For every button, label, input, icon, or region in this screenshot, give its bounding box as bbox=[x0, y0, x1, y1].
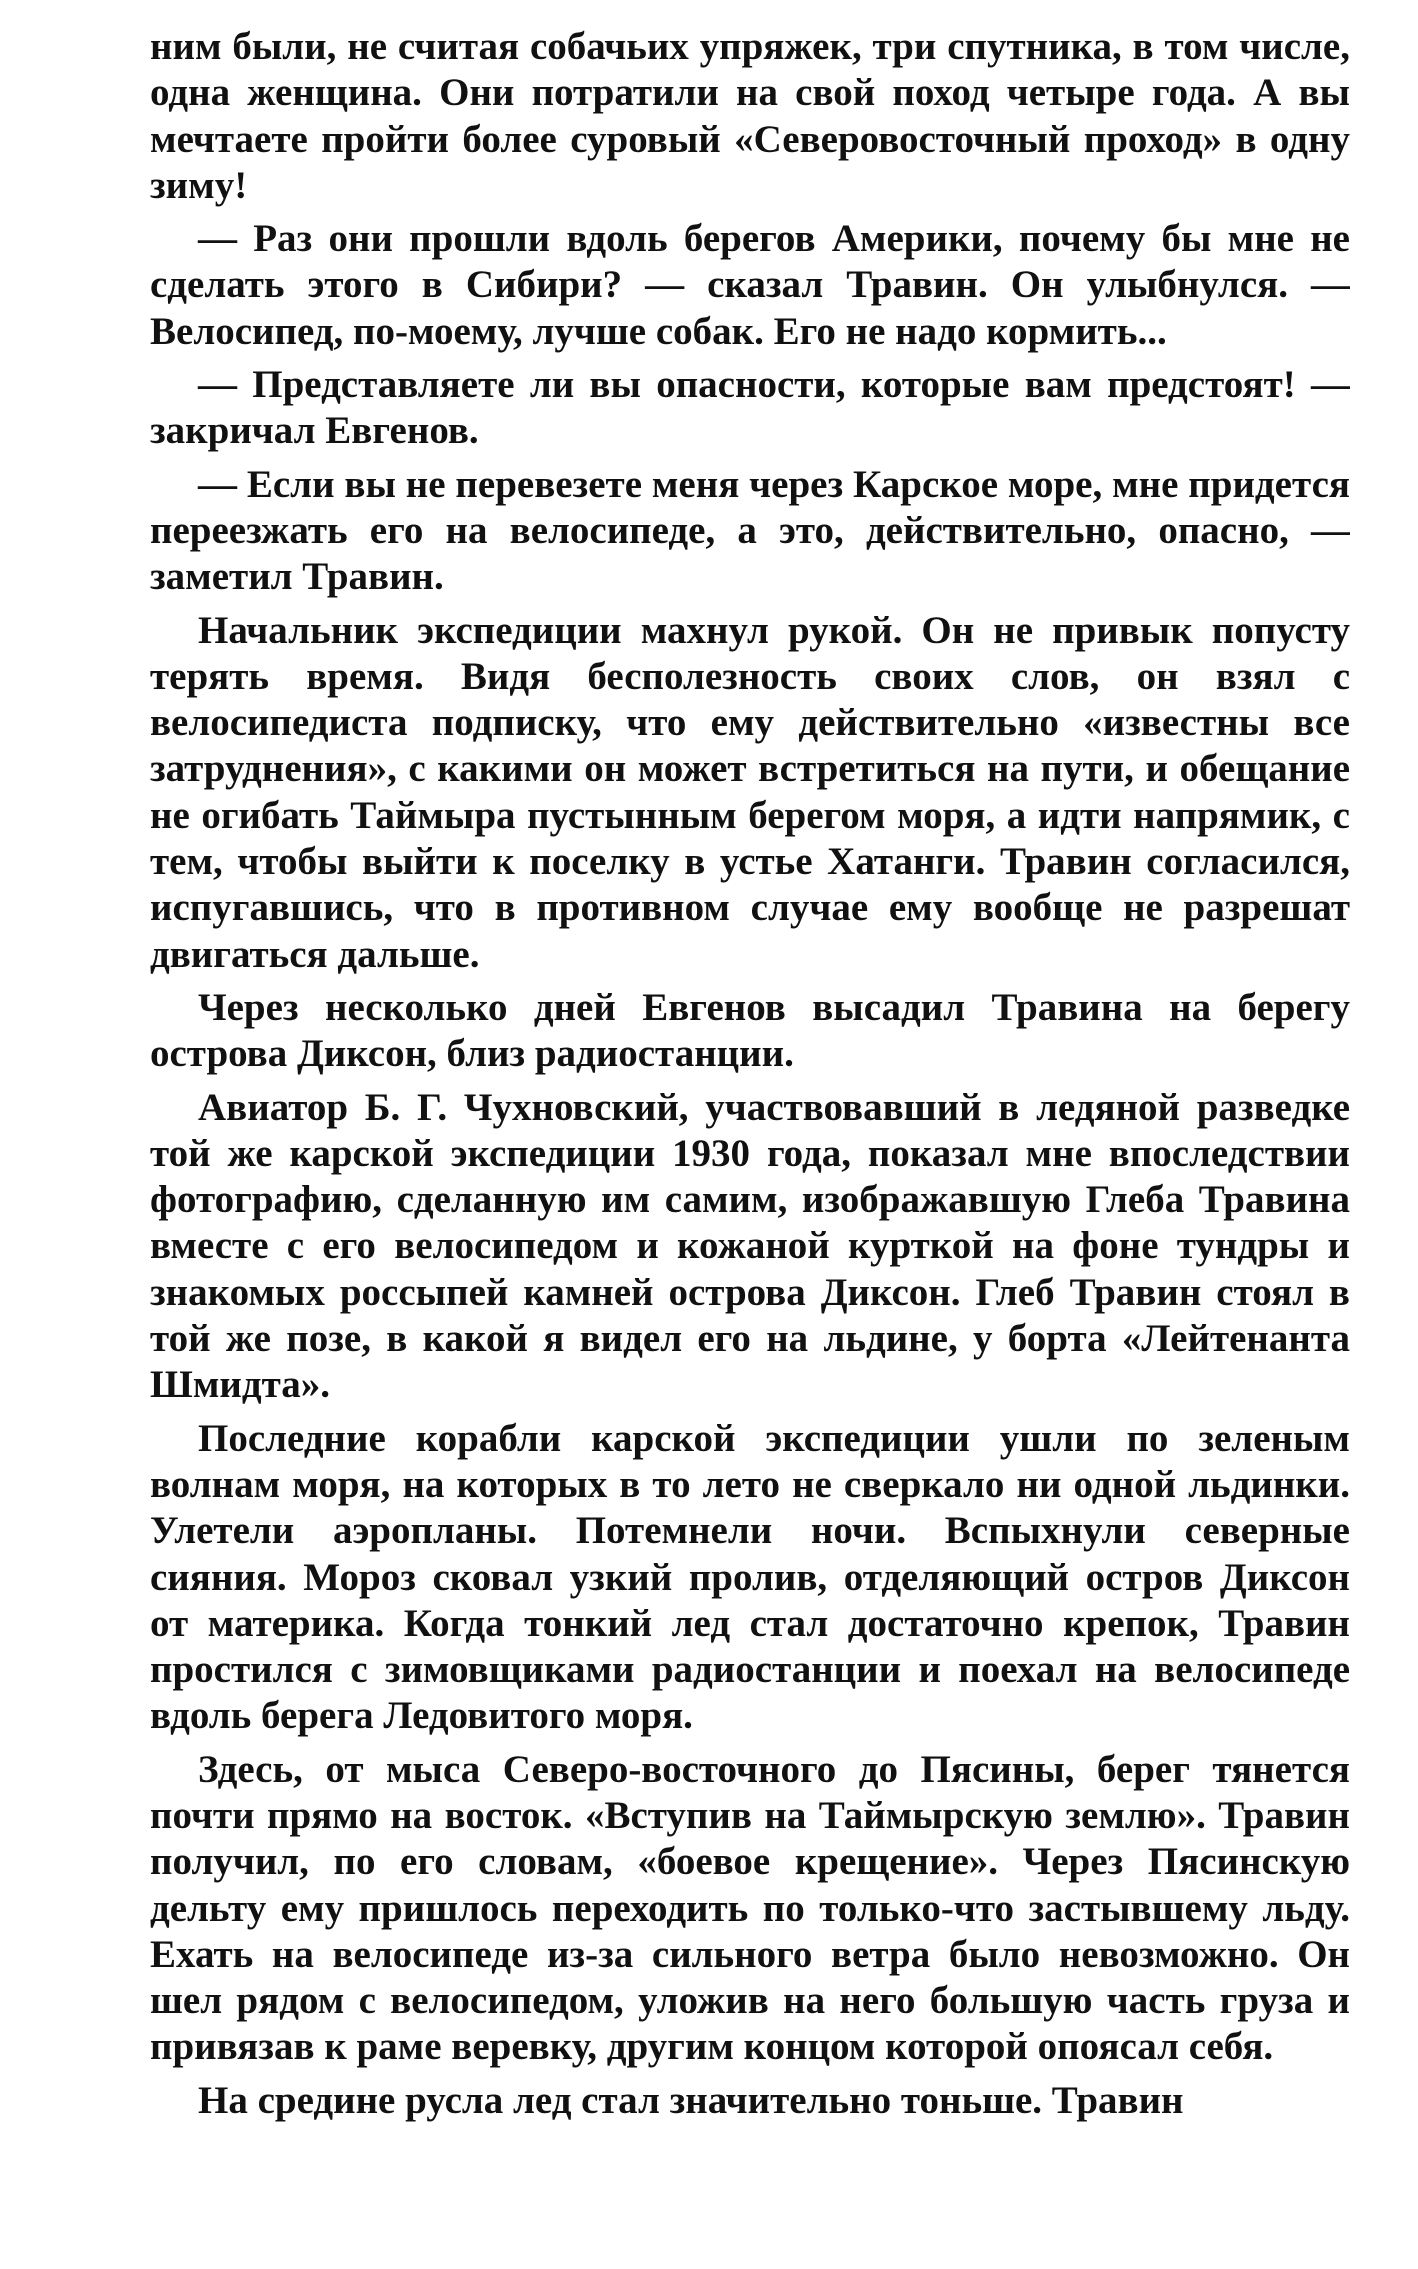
paragraph-5: Начальник экспедиции махнул рукой. Он не привык попусту терять время. Видя бесполезность своих слов, он взял с велосипедиста подписку, что ему действительно «известны все затруднения», с какими он может встретиться на пути, и обещание не огибать Таймыра пустынным берегом моря, а идти напрямик, с тем, чтобы выйти к поселку в устье Хатанги. Травин согласился, испугавшись, что в противном случае ему вообще не разрешат двигаться дальше. bbox=[150, 608, 1350, 976]
paragraph-8: Последние корабли карской экспедиции ушли по зеленым волнам моря, на которых в то лето не сверкало ни одной льдинки. Улетели аэропланы. Потемнели ночи. Вспыхнули северные сияния. Мороз сковал узкий пролив, отделяющий остров Диксон от материка. Когда тонкий лед стал достаточно крепок, Травин простился с зимовщиками радиостанции и поехал на велосипеде вдоль берега Ледовитого моря. bbox=[150, 1416, 1350, 1738]
paragraph-6: Через несколько дней Евгенов высадил Травина на берегу острова Диксон, близ радиостанции. bbox=[150, 985, 1350, 1076]
book-page bbox=[150, 24, 1350, 2254]
paragraph-2: — Раз они прошли вдоль берегов Америки, почему бы мне не сделать этого в Сибири? — сказал Травин. Он улыбнулся. — Велосипед, по-моему, лучше собак. Его не надо кормить... bbox=[150, 217, 1350, 353]
paragraph-3: — Представляете ли вы опасности, которые вам предстоят! — закричал Евгенов. bbox=[150, 363, 1350, 453]
paragraph-10: На средине русла лед стал значительно тоньше. Травин bbox=[198, 2078, 1184, 2122]
paragraph-1: ним были, не считая собачьих упряжек, три спутника, в том числе, одна женщина. Они потратили на свой поход четыре года. А вы мечтаете пройти более суровый «Северовосточный проход» в одну зиму! bbox=[150, 25, 1350, 207]
paragraph-9: Здесь, от мыса Северо-восточного до Пясины, берег тянется почти прямо на восток. «Вступив на Таймырскую землю». Травин получил, по его словам, «боевое крещение». Через Пясинскую дельту ему пришлось переходить по только-что застывшему льду. Ехать на велосипеде из-за сильного ветра было невозможно. Он шел рядом с велосипедом, уложив на него большую часть груза и привязав к раме веревку, другим концом которой опоясал себя. bbox=[150, 1747, 1350, 2069]
paragraph-7: Авиатор Б. Г. Чухновский, участвовавший в ледяной разведке той же карской экспедиции 1930 года, показал мне впоследствии фотографию, сделанную им самим, изображавшую Глеба Травина вместе с его велосипедом и кожаной курткой на фоне тундры и знакомых россыпей камней острова Диксон. Глеб Травин стоял в той же позе, в какой я видел его на льдине, у борта «Лейтенанта Шмидта». bbox=[150, 1085, 1350, 1407]
paragraph-4: — Если вы не перевезете меня через Карское море, мне придется переезжать его на велосипеде, а это, действительно, опасно, — заметил Травин. bbox=[150, 462, 1350, 599]
